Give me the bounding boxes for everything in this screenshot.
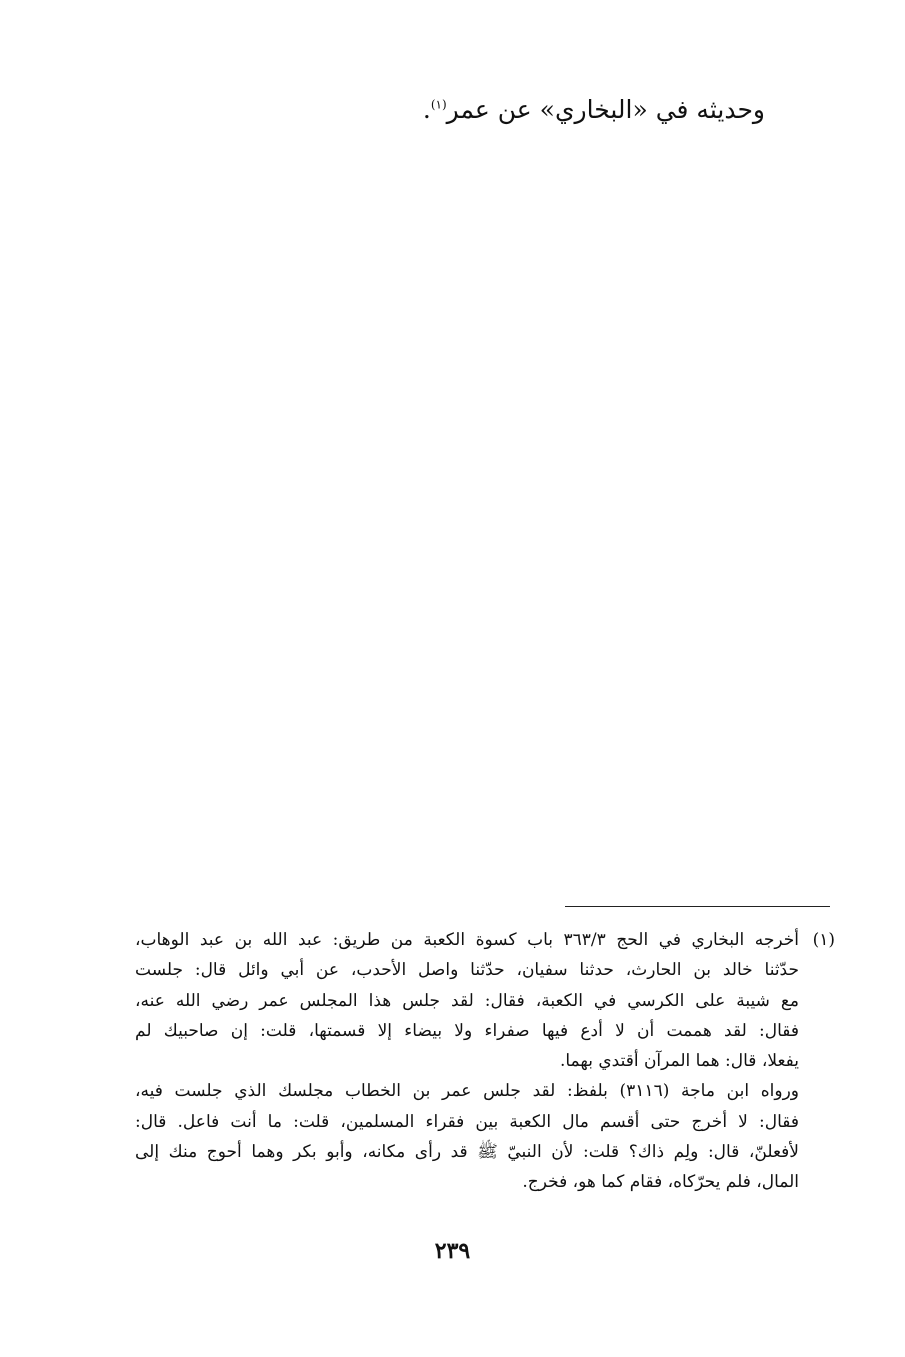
main-text: وحديثه في «البخاري» عن عمر: [446, 95, 765, 124]
main-text-line: [423, 92, 765, 128]
footnote-line: فقال: لقد هممت أن لا أدع فيها صفراء ولا بيضاء إلا قسمتها، قلت: إن صاحبيك لم: [135, 1020, 799, 1041]
footnote-separator: [565, 906, 830, 907]
footnote-number: (١): [812, 930, 835, 950]
footnote-line: ورواه ابن ماجة (٣١١٦) بلفظ: لقد جلس عمر بن الخطاب مجلسك الذي جلست فيه،: [135, 1081, 799, 1102]
main-text-end: .: [422, 95, 431, 124]
footnote-1: [135, 925, 835, 1198]
footnote-line: لأفعلنّ، قال: ولِم ذاك؟ قلت: لأن النبيّ ﷺ قد رأى مكانه، وأبو بكر وهما أحوج منك إلى: [135, 1142, 799, 1163]
footnote-line: حدّثنا خالد بن الحارث، حدثنا سفيان، حدّثنا واصل الأحدب، عن أبي وائل قال: جلست: [135, 960, 799, 981]
footnote-line: يفعلا، قال: هما المرآن أقتدي بهما.: [559, 1051, 799, 1072]
footnote-line: المال، فلم يحرّكاه، فقام كما هو، فخرج.: [522, 1172, 799, 1193]
page-number: ٢٣٩: [434, 1238, 471, 1264]
footnotes-section: [135, 925, 835, 1198]
footnote-line: أخرجه البخاري في الحج ٣٦٣/٣ باب كسوة الكعبة من طريق: عبد الله بن عبد الوهاب،: [135, 930, 799, 950]
footnote-body: [135, 925, 799, 1198]
footnote-line: مع شيبة على الكرسي في الكعبة، فقال: لقد جلس هذا المجلس عمر رضي الله عنه،: [135, 990, 799, 1011]
footnote-marker: (١): [430, 97, 447, 112]
footnote-line: فقال: لا أخرج حتى أقسم مال الكعبة بين فقراء المسلمين، قلت: ما أنت فاعل. قال:: [135, 1111, 799, 1132]
